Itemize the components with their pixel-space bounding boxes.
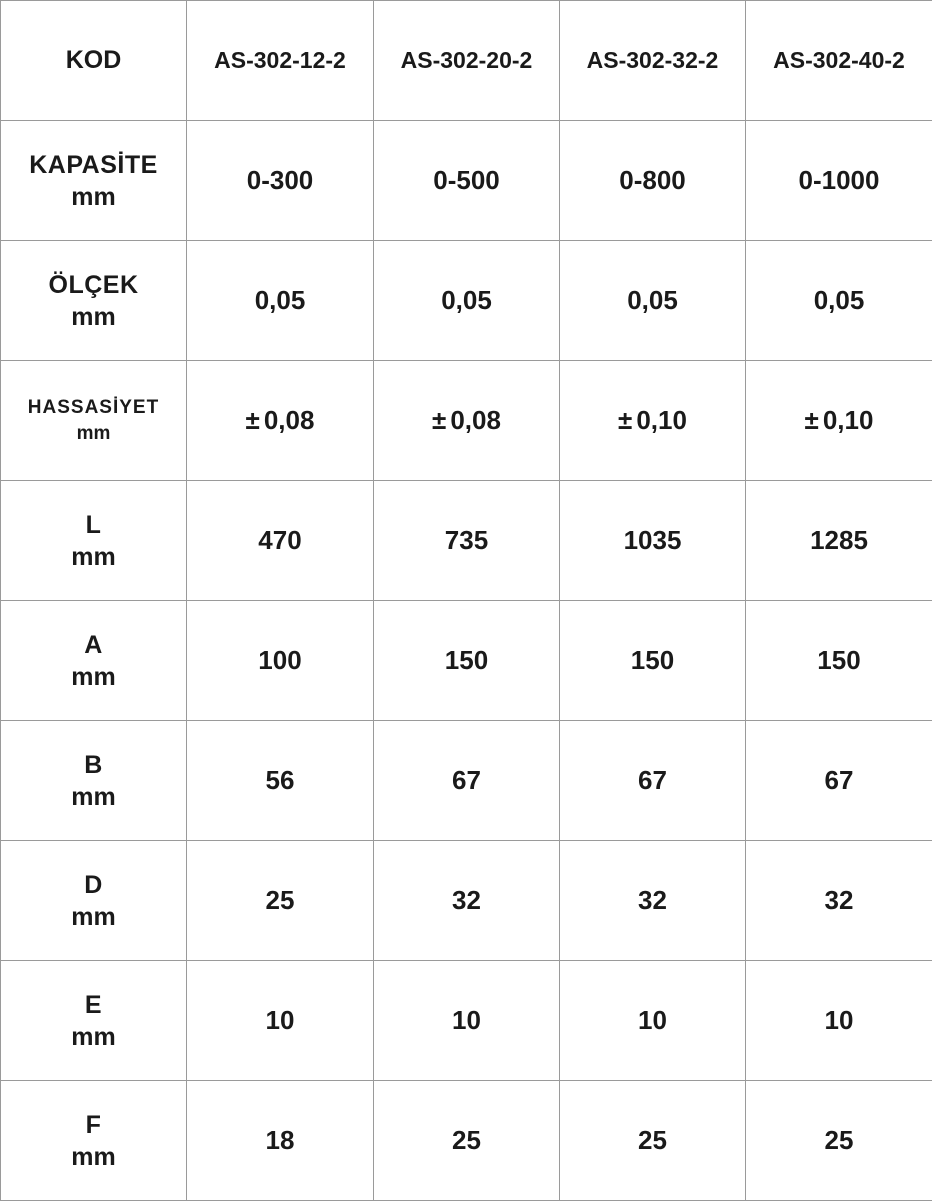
value-cell (746, 241, 932, 361)
cell-value: 18 (266, 1125, 295, 1155)
cell-value: 25 (452, 1125, 481, 1155)
product-code: AS-302-20-2 (401, 47, 533, 73)
value-cell (187, 481, 374, 601)
row-label-unit: mm (1, 1021, 186, 1053)
cell-value: 0-800 (619, 165, 686, 195)
value-cell (187, 721, 374, 841)
row-kapasite (1, 121, 932, 241)
row-label-name: E (1, 989, 186, 1021)
cell-value: 470 (258, 525, 301, 555)
row-label-name: A (1, 629, 186, 661)
row-label-cell (1, 961, 187, 1081)
value-cell (187, 961, 374, 1081)
value-cell (374, 841, 560, 961)
cell-value: 0,05 (814, 285, 865, 315)
cell-value: 10 (638, 1005, 667, 1035)
cell-value: 56 (266, 765, 295, 795)
cell-value: 0,05 (441, 285, 492, 315)
row-label-name: L (1, 509, 186, 541)
cell-value: 1035 (624, 525, 682, 555)
cell-value: 10 (452, 1005, 481, 1035)
cell-value: 0,10 (823, 405, 874, 435)
cell-value: 0,08 (450, 405, 501, 435)
cell-value: 10 (825, 1005, 854, 1035)
row-label-name: ÖLÇEK (1, 269, 186, 301)
value-cell (746, 481, 932, 601)
cell-value: 32 (638, 885, 667, 915)
plus-minus-sign: ± (432, 405, 446, 435)
plus-minus-sign: ± (618, 405, 632, 435)
row-label-name: KAPASİTE (1, 149, 186, 181)
value-cell (374, 961, 560, 1081)
row-label-unit: mm (1, 1141, 186, 1173)
code-cell (374, 1, 560, 121)
row-label-name: D (1, 869, 186, 901)
row-olcek (1, 241, 932, 361)
cell-value: 32 (452, 885, 481, 915)
row-label-cell (1, 361, 187, 481)
row-e (1, 961, 932, 1081)
code-cell (746, 1, 932, 121)
row-label-cell (1, 841, 187, 961)
product-code: AS-302-32-2 (587, 47, 719, 73)
cell-value: 25 (825, 1125, 854, 1155)
value-cell (187, 601, 374, 721)
row-label-unit: mm (1, 781, 186, 813)
cell-value: 10 (266, 1005, 295, 1035)
row-label-cell (1, 601, 187, 721)
value-cell (560, 241, 746, 361)
row-label-cell (1, 721, 187, 841)
value-cell (746, 121, 932, 241)
cell-value: 67 (638, 765, 667, 795)
cell-value: 0,05 (627, 285, 678, 315)
row-b (1, 721, 932, 841)
value-cell (560, 1081, 746, 1201)
value-cell (187, 841, 374, 961)
value-cell (374, 481, 560, 601)
row-a (1, 601, 932, 721)
value-cell (746, 1081, 932, 1201)
cell-value: 0-1000 (799, 165, 880, 195)
value-cell (187, 1081, 374, 1201)
value-cell (187, 121, 374, 241)
row-label-unit: mm (1, 661, 186, 693)
value-cell (560, 361, 746, 481)
value-cell (560, 481, 746, 601)
code-cell (187, 1, 374, 121)
code-cell (560, 1, 746, 121)
value-cell (374, 721, 560, 841)
cell-value: 67 (825, 765, 854, 795)
plus-minus-sign: ± (246, 405, 260, 435)
value-cell (560, 961, 746, 1081)
row-label-cell (1, 121, 187, 241)
cell-value: 67 (452, 765, 481, 795)
value-cell (560, 601, 746, 721)
row-label-unit: mm (1, 301, 186, 333)
cell-value: 1285 (810, 525, 868, 555)
row-label-name: B (1, 749, 186, 781)
header-label: KOD (66, 46, 122, 74)
header-row (1, 1, 932, 121)
value-cell (374, 601, 560, 721)
cell-value: 32 (825, 885, 854, 915)
row-label-unit: mm (1, 181, 186, 213)
row-l (1, 481, 932, 601)
value-cell (746, 721, 932, 841)
value-cell (746, 361, 932, 481)
cell-value: 0-300 (247, 165, 314, 195)
value-cell (374, 121, 560, 241)
header-label-cell (1, 1, 187, 121)
value-cell (374, 361, 560, 481)
cell-value: 25 (638, 1125, 667, 1155)
row-label-name: HASSASİYET (1, 395, 186, 421)
row-label-unit: mm (1, 901, 186, 933)
value-cell (560, 721, 746, 841)
value-cell (187, 361, 374, 481)
cell-value: 735 (445, 525, 488, 555)
cell-value: 0,08 (264, 405, 315, 435)
cell-value: 25 (266, 885, 295, 915)
cell-value: 150 (631, 645, 674, 675)
row-label-cell (1, 481, 187, 601)
row-label-cell (1, 241, 187, 361)
product-code: AS-302-12-2 (214, 47, 346, 73)
cell-value: 0,10 (636, 405, 687, 435)
product-code: AS-302-40-2 (773, 47, 905, 73)
cell-value: 150 (445, 645, 488, 675)
value-cell (746, 841, 932, 961)
row-f (1, 1081, 932, 1201)
cell-value: 150 (817, 645, 860, 675)
row-label-unit: mm (1, 421, 186, 447)
value-cell (560, 841, 746, 961)
value-cell (374, 1081, 560, 1201)
cell-value: 0-500 (433, 165, 500, 195)
row-d (1, 841, 932, 961)
value-cell (374, 241, 560, 361)
row-label-cell (1, 1081, 187, 1201)
value-cell (187, 241, 374, 361)
value-cell (560, 121, 746, 241)
value-cell (746, 601, 932, 721)
cell-value: 100 (258, 645, 301, 675)
row-label-name: F (1, 1109, 186, 1141)
row-hassasiyet (1, 361, 932, 481)
row-label-unit: mm (1, 541, 186, 573)
value-cell (746, 961, 932, 1081)
plus-minus-sign: ± (805, 405, 819, 435)
cell-value: 0,05 (255, 285, 306, 315)
